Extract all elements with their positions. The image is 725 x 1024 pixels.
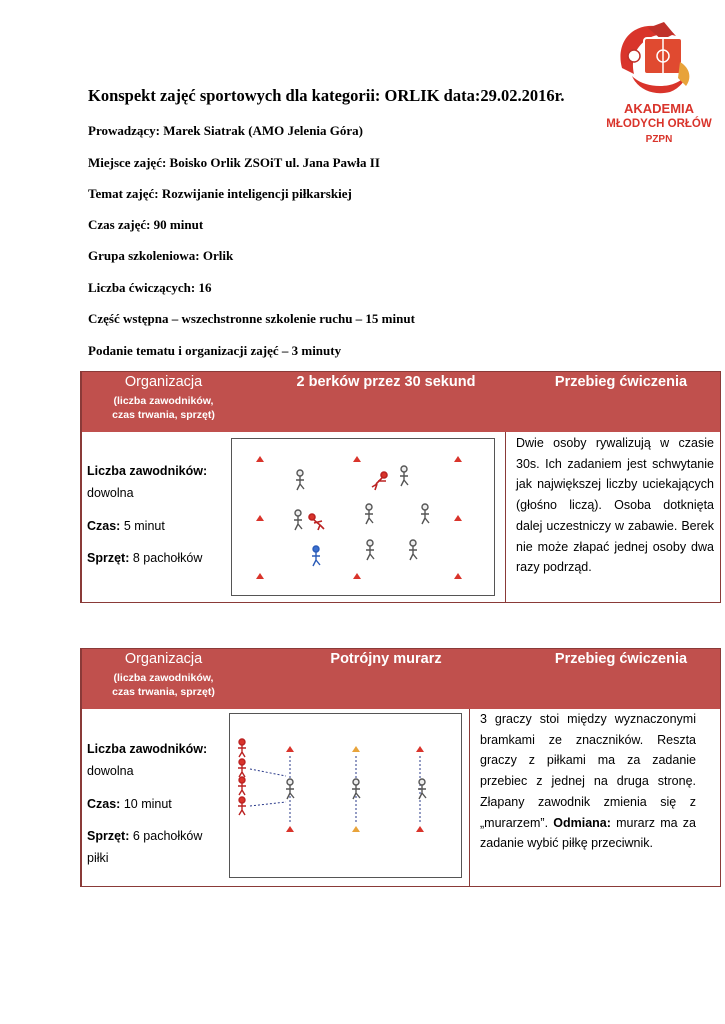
meta-intro-part: Część wstępna – wszechstronne szkolenie ruchu – 15 minut xyxy=(88,311,415,326)
meta-place: Miejsce zajęć: Boisko Orlik ZSOiT ul. Jana Pawła II xyxy=(88,155,380,170)
players-value: dowolna xyxy=(87,764,134,778)
equipment-row: Sprzęt: 8 pachołków xyxy=(87,551,203,565)
player-icon xyxy=(312,546,320,566)
run-line xyxy=(250,802,286,806)
player-icon xyxy=(366,540,374,560)
logo-emblem-icon xyxy=(620,22,689,93)
meta-participants: Liczba ćwiczących: 16 xyxy=(88,280,212,295)
players-label: Liczba zawodników: xyxy=(87,464,208,478)
equipment-row: Sprzęt: 6 pachołków xyxy=(87,829,203,843)
cone xyxy=(256,515,264,521)
chaser-player-icon xyxy=(372,472,387,490)
cone xyxy=(256,573,264,579)
player-icon xyxy=(238,759,246,777)
cone xyxy=(353,456,361,462)
exercise-description: Dwie osoby rywalizują w czasie 30s. Ich zadaniem jest schwytanie jak największej liczby uciekających (głośno liczą). Osoba dotknięta dalej uczestniczy w zabawie. Berek nie może złapać jednej osoby dwa razy podrząd. xyxy=(516,436,714,575)
cone-yellow xyxy=(352,746,360,752)
logo-line1: AKADEMIA xyxy=(623,101,695,116)
player-icon xyxy=(238,797,246,815)
cone xyxy=(416,826,424,832)
meta-trainer: Prowadzący: Marek Siatrak (AMO Jelenia Góra) xyxy=(88,123,363,138)
meta-duration: Czas zajęć: 90 minut xyxy=(88,217,204,232)
exercise-header xyxy=(81,649,720,709)
player-icon xyxy=(296,470,304,490)
exercise-header xyxy=(81,372,720,432)
player-icon xyxy=(421,504,429,524)
course-label: Przebieg ćwiczenia xyxy=(554,374,688,390)
cone xyxy=(454,573,462,579)
logo-line2: MŁODYCH ORŁÓW xyxy=(606,118,712,130)
cone xyxy=(353,573,361,579)
meta-topic: Temat zajęć: Rozwijanie inteligencji piłkarskiej xyxy=(88,186,352,201)
time-row: Czas: 10 minut xyxy=(87,797,172,811)
chaser-player-icon xyxy=(309,514,324,530)
cone xyxy=(286,826,294,832)
exercise-diagram xyxy=(231,438,495,596)
pitch-diagram xyxy=(232,439,494,595)
cone-yellow xyxy=(352,826,360,832)
player-icon xyxy=(294,510,302,530)
document-title: Konspekt zajęć sportowych dla kategorii: ORLIK data:29.02.2016r. xyxy=(88,86,565,105)
player-icon xyxy=(400,466,408,486)
player-icon xyxy=(418,779,426,799)
player-icon xyxy=(365,504,373,524)
meta-group: Grupa szkoleniowa: Orlik xyxy=(88,248,234,263)
pitch-diagram xyxy=(230,714,461,877)
time-row: Czas: 5 minut xyxy=(87,519,165,533)
org-sublabel: (liczba zawodników, czas trwania, sprzęt) xyxy=(112,395,215,421)
cone xyxy=(286,746,294,752)
akademia-logo xyxy=(604,16,714,148)
exercise-description: 3 graczy stoi między wyznaczonymi bramkami ze znaczników. Reszta graczy z piłkami ma za zadanie przebiec z jednej na druga stronę. Złapany zawodnik zmienia się z „murarzem”. Odmiana: murarz ma za zadanie wybić piłkę przeciwnik. xyxy=(480,712,696,851)
org-sublabel: (liczba zawodników, czas trwania, sprzęt) xyxy=(112,672,215,698)
cone xyxy=(454,515,462,521)
cone xyxy=(416,746,424,752)
cone xyxy=(454,456,462,462)
cone xyxy=(256,456,264,462)
org-label: Organizacja xyxy=(124,374,203,390)
equipment-value2: piłki xyxy=(87,851,109,865)
meta-topic-presentation: Podanie tematu i organizacji zajęć – 3 minuty xyxy=(88,343,342,358)
players-value: dowolna xyxy=(87,486,134,500)
player-icon xyxy=(238,777,246,795)
players-label: Liczba zawodników: xyxy=(87,742,208,756)
exercise-section-1 xyxy=(80,371,721,603)
exercise-diagram xyxy=(229,713,462,878)
logo-line3: PZPN xyxy=(645,134,673,145)
exercise-section-2 xyxy=(80,648,721,887)
course-label: Przebieg ćwiczenia xyxy=(554,651,688,667)
org-label: Organizacja xyxy=(124,651,203,667)
exercise-name: 2 berków przez 30 sekund xyxy=(296,374,476,390)
exercise-name: Potrójny murarz xyxy=(330,651,442,667)
player-icon xyxy=(238,739,246,757)
run-line xyxy=(250,769,286,776)
player-icon xyxy=(409,540,417,560)
